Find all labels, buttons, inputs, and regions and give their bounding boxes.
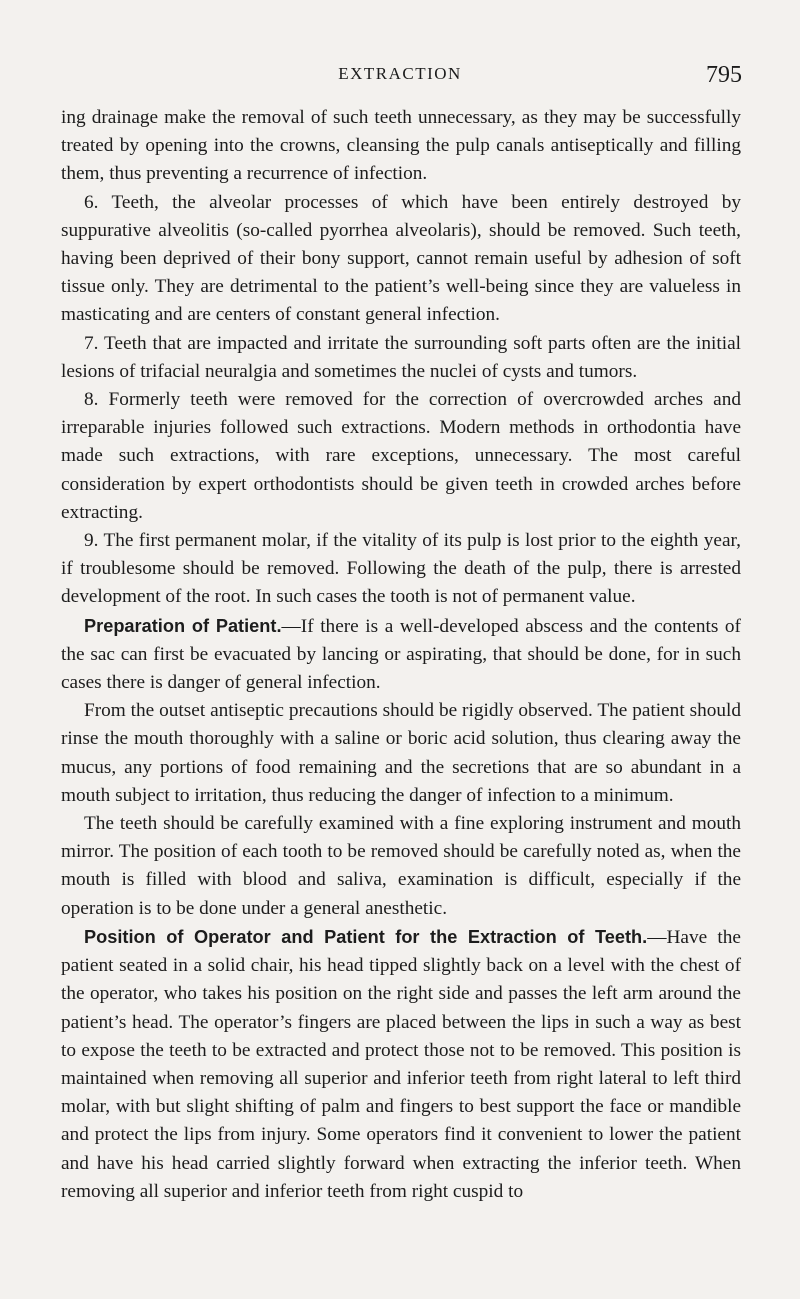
section-heading-position: Position of Operator and Patient for the Extraction of Teeth.	[84, 926, 648, 947]
paragraph-antiseptic	[61, 697, 741, 810]
paragraph-text: —Have the patient seated in a solid chair, his head tipped slightly back on a level with the chest of the operator, who takes his position on the right side and passes the left arm around the patient’s head. The operator’s fingers are placed between the lips in such a way as best to expose the teeth to be extracted and protect those not to be removed. This position is maintained when removing all superior and inferior teeth from right lateral to left third molar, with but slight shifting of palm and fingers to best support the face or mandible and protect the lips from injury. Some operators find it convenient to lower the patient and have his head carried slightly forward when extracting the inferior teeth. When removing all superior and inferior teeth from right cuspid to	[61, 926, 741, 1202]
paragraph-text: 6. Teeth, the alveolar processes of which have been entirely destroyed by suppurative alveolitis (so-called pyorrhea alveolaris), should be removed. Such teeth, having been deprived of their bony support, cannot remain useful by adhesion of soft tissue only. They are detrimental to the patient’s well-being since they are valueless in masticating and are centers of constant general infection.	[61, 191, 741, 326]
paragraph-examination	[61, 810, 741, 923]
paragraph-preparation	[61, 612, 741, 698]
page-header	[0, 62, 800, 92]
paragraph-item-8	[61, 386, 741, 527]
section-heading-preparation: Preparation of Patient.	[84, 615, 282, 636]
paragraph-item-9	[61, 527, 741, 612]
paragraph-text: The teeth should be carefully examined with a fine exploring instrument and mouth mirror. The position of each tooth to be removed should be carefully noted as, when the mouth is filled with blood and saliva, examination is difficult, especially if the operation is to be done under a general anesthetic.	[61, 813, 741, 919]
paragraph-text: From the outset antiseptic precautions should be rigidly observed. The patient should rinse the mouth thoroughly with a saline or boric acid solution, thus clearing away the mucus, any portions of food remaining and the secretions that are so abundant in a mouth subject to irritation, thus reducing the danger of infection to a minimum.	[61, 700, 741, 806]
paragraph-text: ing drainage make the removal of such teeth unnecessary, as they may be successfully treated by opening into the crowns, cleansing the pulp canals antiseptically and filling them, thus preventing a recurrence of infection.	[61, 107, 741, 185]
page-number: 795	[706, 62, 742, 88]
paragraph-continuation	[61, 104, 741, 189]
paragraph-position	[61, 923, 741, 1206]
paragraph-text: 7. Teeth that are impacted and irritate the surrounding soft parts often are the initial lesions of trifacial neuralgia and sometimes the nuclei of cysts and tumors.	[61, 332, 741, 382]
paragraph-text: 9. The first permanent molar, if the vitality of its pulp is lost prior to the eighth year, if troublesome should be removed. Following the death of the pulp, there is arrested development of the root. In such cases the tooth is not of permanent value.	[61, 530, 741, 608]
body-text	[61, 104, 741, 1206]
paragraph-text: —If there is a well-developed abscess and the contents of the sac can first be evacuated by lancing or aspirating, that should be done, for in such cases there is danger of general infection.	[61, 615, 741, 694]
paragraph-item-6	[61, 189, 741, 330]
running-head: EXTRACTION	[338, 64, 462, 83]
paragraph-item-7	[61, 330, 741, 386]
paragraph-text: 8. Formerly teeth were removed for the correction of overcrowded arches and irreparable injuries followed such extractions. Modern methods in orthodontia have made such extractions, with rare exceptions, unnecessary. The most careful consideration by expert orthodontists should be given teeth in crowded arches before extracting.	[61, 389, 741, 523]
